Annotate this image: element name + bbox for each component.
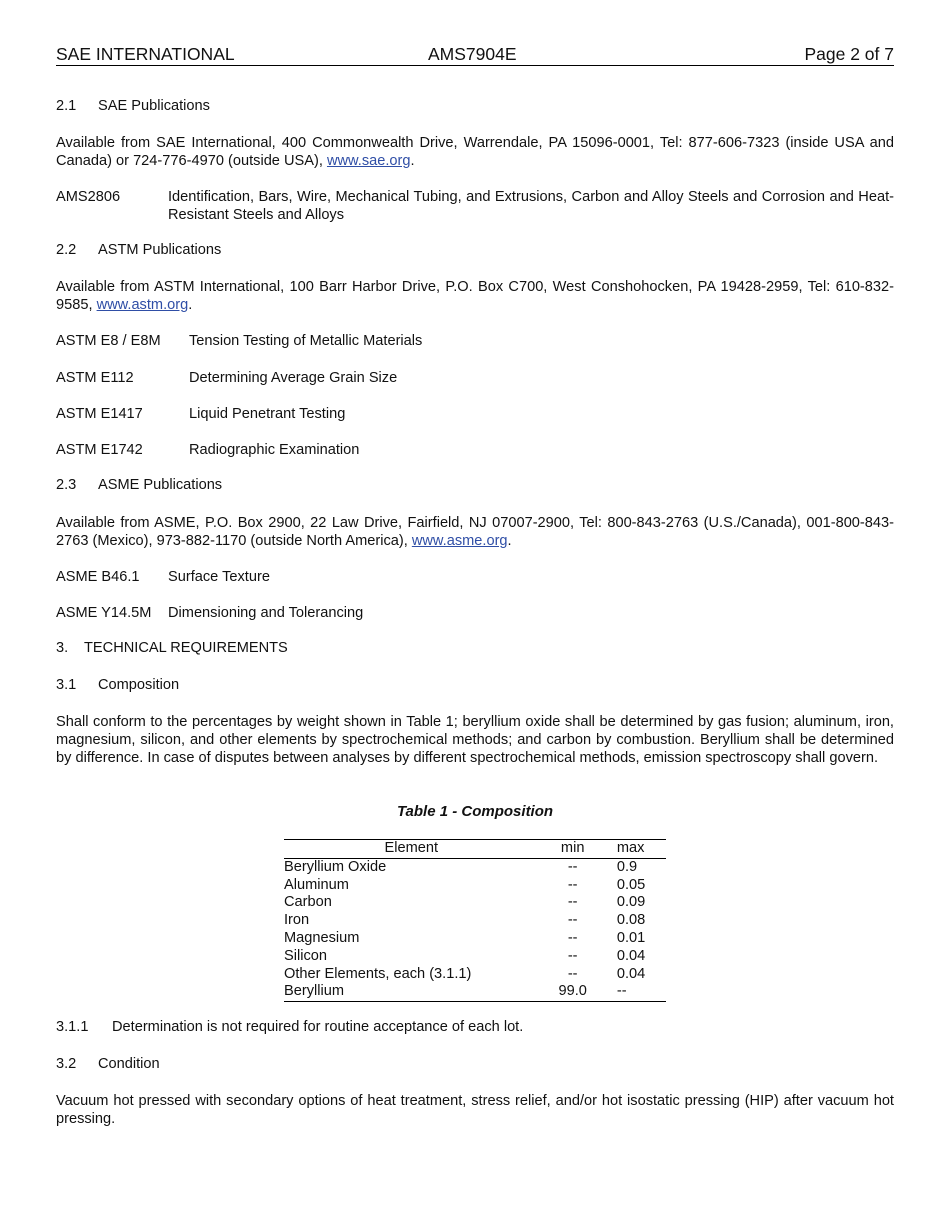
table-row: Magnesium -- 0.01: [284, 929, 646, 946]
page-header: [56, 43, 894, 66]
section-3-2-heading: 3.2 Condition: [56, 1056, 160, 1072]
reference-asme-b46-1: ASME B46.1 Surface Texture: [56, 569, 270, 585]
header-doc-id: AMS7904E: [428, 44, 517, 64]
section-2-3-heading: 2.3 ASME Publications: [56, 477, 223, 493]
header-max: max: [607, 840, 666, 859]
section-3-1-1: 3.1.1 Determination is not required for routine acceptance of each lot.: [56, 1019, 524, 1035]
reference-astm-e1417: ASTM E1417 Liquid Penetrant Testing: [56, 406, 346, 422]
section-2-1-heading: 2.1 SAE Publications: [56, 98, 210, 114]
header-page-number: Page 2 of 7: [804, 44, 894, 64]
section-2-3-availability: Available from ASME, P.O. Box 2900, 22 Law Drive, Fairfield, NJ 07007-2900, Tel: 800-843-2763 (U.S./Canada), 001-800-843-2763 (Mexico), 973-882-1170 (outside North America), www.asme.org.: [56, 515, 894, 549]
table-row: Beryllium 99.0 --: [284, 983, 666, 1001]
section-3-1-heading: 3.1 Composition: [56, 677, 180, 693]
table-row: Other Elements, each (3.1.1) -- 0.04: [284, 965, 646, 982]
astm-website-link[interactable]: www.astm.org: [96, 297, 189, 313]
reference-astm-e1742: ASTM E1742 Radiographic Examination: [56, 442, 360, 458]
header-element: Element: [284, 840, 539, 859]
table-header-row: [284, 840, 666, 859]
table-1-caption: Table 1 - Composition: [396, 803, 554, 820]
header-org: SAE INTERNATIONAL: [56, 44, 235, 64]
section-2-2-availability: Available from ASTM International, 100 Barr Harbor Drive, P.O. Box C700, West Conshohocken, PA 19428-2959, Tel: 610-832-9585, www.astm.org.: [56, 279, 894, 313]
header-min: min: [539, 840, 607, 859]
section-3-1-text: Shall conform to the percentages by weight shown in Table 1; beryllium oxide shall be determined by gas fusion; aluminum, iron, magnesium, silicon, and other elements by spectrochemical methods; and carbon by combustion. Beryllium shall be determined by difference. In case of disputes between analyses by different spectrochemical methods, emission spectroscopy shall govern.: [56, 714, 894, 766]
reference-astm-e112: ASTM E112 Determining Average Grain Size: [56, 370, 398, 386]
table-row: Carbon -- 0.09: [284, 894, 646, 911]
table-row: Iron -- 0.08: [284, 912, 646, 929]
section-3-2-text: Vacuum hot pressed with secondary options of heat treatment, stress relief, and/or hot isostatic pressing (HIP) after vacuum hot pressing.: [56, 1093, 894, 1127]
reference-ams2806: AMS2806 Identification, Bars, Wire, Mechanical Tubing, and Extrusions, Carbon and Alloy Steels and Corrosion and Heat-Resistant Steels and Alloys: [56, 189, 894, 223]
reference-asme-y14-5m: ASME Y14.5M Dimensioning and Tolerancing: [56, 605, 364, 621]
section-2-1-availability: Available from SAE International, 400 Commonwealth Drive, Warrendale, PA 15096-0001, Tel: 877-606-7323 (inside USA and Canada) or 724-776-4970 (outside USA), www.sae.org.: [56, 135, 894, 169]
section-2-2-heading: 2.2 ASTM Publications: [56, 242, 222, 258]
reference-astm-e8: ASTM E8 / E8M Tension Testing of Metallic Materials: [56, 333, 423, 349]
table-row: Aluminum -- 0.05: [284, 876, 646, 893]
sae-website-link[interactable]: www.sae.org: [326, 153, 411, 169]
table-row: Silicon -- 0.04: [284, 947, 646, 964]
composition-table: [284, 839, 666, 1002]
table-row: Beryllium Oxide -- 0.9: [284, 858, 638, 875]
asme-website-link[interactable]: www.asme.org: [411, 533, 508, 549]
section-3-heading: 3. TECHNICAL REQUIREMENTS: [56, 640, 288, 656]
